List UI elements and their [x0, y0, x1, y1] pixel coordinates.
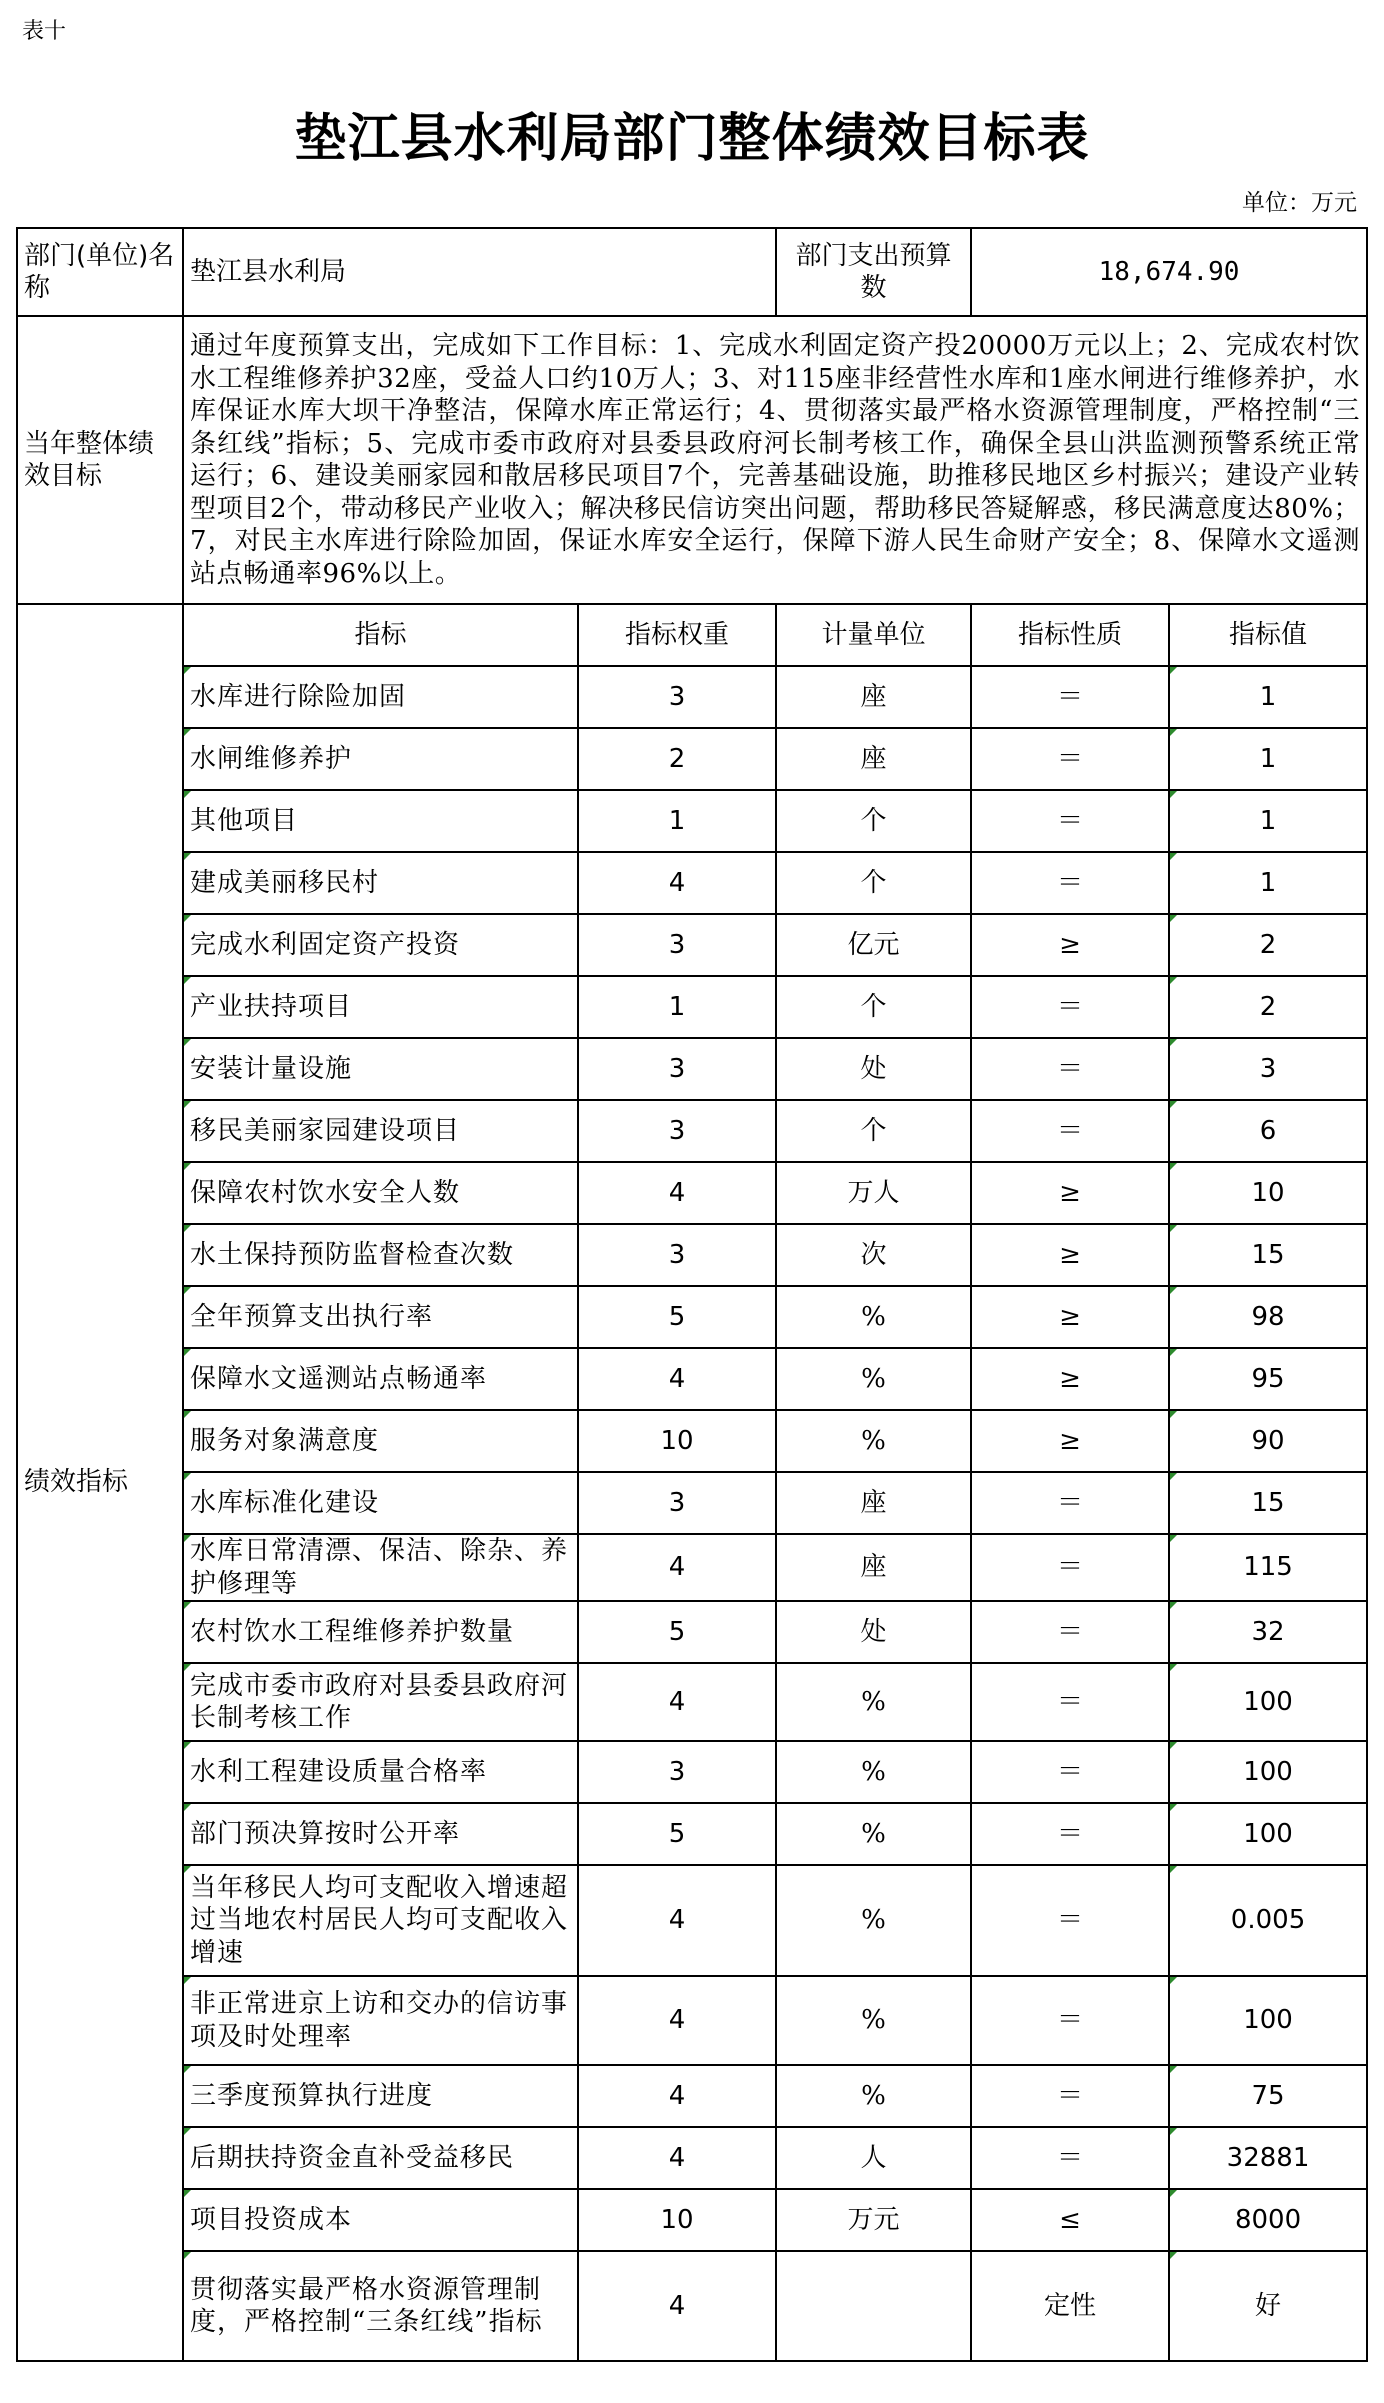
- indicator-name: 水利工程建设质量合格率: [183, 1741, 578, 1803]
- indicator-value: 3: [1169, 1038, 1367, 1100]
- indicator-weight: 5: [578, 1286, 776, 1348]
- indicator-row: [17, 914, 1367, 976]
- annual-goal-label: 当年整体绩效目标: [17, 316, 183, 604]
- indicator-value: 0.005: [1169, 1865, 1367, 1976]
- indicator-nature: ≥: [971, 914, 1169, 976]
- indicator-weight: 4: [578, 1534, 776, 1601]
- indicator-value: 2: [1169, 914, 1367, 976]
- indicator-weight: 4: [578, 2251, 776, 2361]
- indicator-nature: ＝: [971, 1741, 1169, 1803]
- indicator-row: [17, 1601, 1367, 1663]
- indicator-row: [17, 1472, 1367, 1534]
- header-unit: 计量单位: [776, 604, 971, 666]
- indicator-name: 水土保持预防监督检查次数: [183, 1224, 578, 1286]
- indicator-weight: 3: [578, 1224, 776, 1286]
- table-label: 表十: [22, 19, 67, 44]
- header-indicator: 指标: [183, 604, 578, 666]
- indicator-name: 农村饮水工程维修养护数量: [183, 1601, 578, 1663]
- indicator-name: 部门预决算按时公开率: [183, 1803, 578, 1865]
- indicator-value: 15: [1169, 1472, 1367, 1534]
- indicator-nature: ＝: [971, 1865, 1169, 1976]
- indicator-name: 水库日常清漂、保洁、除杂、养护修理等: [183, 1534, 578, 1601]
- indicator-unit: 处: [776, 1038, 971, 1100]
- indicator-nature: 定性: [971, 2251, 1169, 2361]
- indicator-value: 100: [1169, 1803, 1367, 1865]
- indicator-nature: ≤: [971, 2189, 1169, 2251]
- indicator-weight: 10: [578, 1410, 776, 1472]
- indicator-value: 6: [1169, 1100, 1367, 1162]
- indicator-unit: 亿元: [776, 914, 971, 976]
- indicator-weight: 4: [578, 1348, 776, 1410]
- indicator-nature: ＝: [971, 1100, 1169, 1162]
- indicator-name: 贯彻落实最严格水资源管理制度，严格控制“三条红线”指标: [183, 2251, 578, 2361]
- indicator-name: 服务对象满意度: [183, 1410, 578, 1472]
- indicator-row: [17, 2189, 1367, 2251]
- indicator-nature: ＝: [971, 1976, 1169, 2065]
- dept-name-value: 垫江县水利局: [183, 228, 776, 316]
- indicator-value: 1: [1169, 790, 1367, 852]
- indicator-weight: 4: [578, 1865, 776, 1976]
- indicator-unit: 万人: [776, 1162, 971, 1224]
- indicator-weight: 1: [578, 976, 776, 1038]
- indicator-weight: 1: [578, 790, 776, 852]
- budget-value: 18,674.90: [971, 228, 1367, 316]
- indicator-weight: 3: [578, 1100, 776, 1162]
- indicator-nature: ＝: [971, 2127, 1169, 2189]
- indicator-row: [17, 1038, 1367, 1100]
- indicator-unit: 万元: [776, 2189, 971, 2251]
- indicator-nature: ≥: [971, 1286, 1169, 1348]
- indicator-weight: 5: [578, 1803, 776, 1865]
- indicator-value: 100: [1169, 1741, 1367, 1803]
- indicator-nature: ＝: [971, 852, 1169, 914]
- indicator-weight: 4: [578, 2127, 776, 2189]
- indicator-row: [17, 1348, 1367, 1410]
- indicator-row: [17, 2127, 1367, 2189]
- indicator-value: 32881: [1169, 2127, 1367, 2189]
- annual-goal-text: 通过年度预算支出，完成如下工作目标：1、完成水利固定资产投20000万元以上；2、完成农村饮水工程维修养护32座，受益人口约10万人；3、对115座非经营性水库和1座水闸进行维修养护，水库保证水库大坝干净整洁，保障水库正常运行；4、贯彻落实最严格水资源管理制度，严格控制“三条红线”指标；5、完成市委市政府对县委县政府河长制考核工作，确保全县山洪监测预警系统正常运行；6、建设美丽家园和散居移民项目7个，完善基础设施，助推移民地区乡村振兴；建设产业转型项目2个，带动移民产业收入；解决移民信访突出问题，帮助移民答疑解惑，移民满意度达80%；7，对民主水库进行除险加固，保证水库安全运行，保障下游人民生命财产安全；8、保障水文遥测站点畅通率96%以上。: [183, 316, 1367, 604]
- indicator-value: 95: [1169, 1348, 1367, 1410]
- indicator-unit: %: [776, 1663, 971, 1741]
- indicator-nature: ＝: [971, 2065, 1169, 2127]
- indicator-nature: ＝: [971, 666, 1169, 728]
- indicator-row: [17, 1286, 1367, 1348]
- indicator-nature: ＝: [971, 1601, 1169, 1663]
- indicator-unit: 座: [776, 1534, 971, 1601]
- indicator-name: 全年预算支出执行率: [183, 1286, 578, 1348]
- indicator-value: 2: [1169, 976, 1367, 1038]
- indicator-name: 安装计量设施: [183, 1038, 578, 1100]
- indicator-weight: 3: [578, 1741, 776, 1803]
- indicator-name: 水闸维修养护: [183, 728, 578, 790]
- indicator-row: [17, 1162, 1367, 1224]
- indicator-nature: ≥: [971, 1410, 1169, 1472]
- indicator-name: 移民美丽家园建设项目: [183, 1100, 578, 1162]
- indicator-unit: 座: [776, 1472, 971, 1534]
- indicator-name: 水库标准化建设: [183, 1472, 578, 1534]
- indicator-unit: 座: [776, 666, 971, 728]
- indicator-name: 后期扶持资金直补受益移民: [183, 2127, 578, 2189]
- indicator-unit: %: [776, 1803, 971, 1865]
- indicator-row: [17, 1976, 1367, 2065]
- indicator-value: 98: [1169, 1286, 1367, 1348]
- indicator-name: 保障农村饮水安全人数: [183, 1162, 578, 1224]
- indicator-section-label: 绩效指标: [17, 604, 183, 2361]
- indicator-nature: ＝: [971, 790, 1169, 852]
- indicator-unit: %: [776, 1976, 971, 2065]
- indicator-row: [17, 852, 1367, 914]
- indicator-weight: 3: [578, 666, 776, 728]
- dept-row: [17, 228, 1367, 316]
- indicator-row: [17, 1224, 1367, 1286]
- dept-name-label: 部门(单位)名称: [17, 228, 183, 316]
- indicator-unit: %: [776, 1410, 971, 1472]
- indicator-unit: 个: [776, 790, 971, 852]
- page-title: 垫江县水利局部门整体绩效目标表: [294, 109, 1090, 169]
- indicator-weight: 4: [578, 1162, 776, 1224]
- indicator-weight: 2: [578, 728, 776, 790]
- indicator-value: 好: [1169, 2251, 1367, 2361]
- indicator-weight: 3: [578, 1038, 776, 1100]
- indicator-nature: ＝: [971, 1663, 1169, 1741]
- indicator-value: 8000: [1169, 2189, 1367, 2251]
- indicator-name: 三季度预算执行进度: [183, 2065, 578, 2127]
- indicator-value: 100: [1169, 1663, 1367, 1741]
- indicator-weight: 5: [578, 1601, 776, 1663]
- indicator-value: 15: [1169, 1224, 1367, 1286]
- indicator-unit: %: [776, 1741, 971, 1803]
- indicator-row: [17, 1663, 1367, 1741]
- indicator-unit: %: [776, 1286, 971, 1348]
- indicator-value: 1: [1169, 728, 1367, 790]
- indicator-weight: 3: [578, 914, 776, 976]
- indicator-row: [17, 1100, 1367, 1162]
- indicator-weight: 4: [578, 852, 776, 914]
- header-value: 指标值: [1169, 604, 1367, 666]
- unit-note: 单位：万元: [1242, 190, 1357, 216]
- indicator-name: 其他项目: [183, 790, 578, 852]
- indicator-unit: %: [776, 1865, 971, 1976]
- indicator-nature: ≥: [971, 1348, 1169, 1410]
- indicator-unit: 个: [776, 852, 971, 914]
- indicator-nature: ＝: [971, 1472, 1169, 1534]
- indicator-weight: 4: [578, 1663, 776, 1741]
- indicator-row: [17, 728, 1367, 790]
- indicator-unit: [776, 2251, 971, 2361]
- indicator-value: 10: [1169, 1162, 1367, 1224]
- indicator-unit: 个: [776, 976, 971, 1038]
- indicator-row: [17, 2251, 1367, 2361]
- performance-table: [16, 227, 1368, 2362]
- indicator-nature: ＝: [971, 1803, 1169, 1865]
- budget-label: 部门支出预算数: [776, 228, 971, 316]
- indicator-unit: %: [776, 2065, 971, 2127]
- indicator-row: [17, 666, 1367, 728]
- indicator-row: [17, 1741, 1367, 1803]
- indicator-name: 非正常进京上访和交办的信访事项及时处理率: [183, 1976, 578, 2065]
- indicator-name: 完成市委市政府对县委县政府河长制考核工作: [183, 1663, 578, 1741]
- indicator-value: 115: [1169, 1534, 1367, 1601]
- indicator-row: [17, 2065, 1367, 2127]
- indicator-value: 1: [1169, 666, 1367, 728]
- indicator-row: [17, 1865, 1367, 1976]
- indicator-nature: ＝: [971, 728, 1169, 790]
- indicator-nature: ＝: [971, 1038, 1169, 1100]
- indicator-name: 当年移民人均可支配收入增速超过当地农村居民人均可支配收入增速: [183, 1865, 578, 1976]
- header-weight: 指标权重: [578, 604, 776, 666]
- indicator-unit: 处: [776, 1601, 971, 1663]
- indicator-row: [17, 790, 1367, 852]
- indicator-value: 90: [1169, 1410, 1367, 1472]
- annual-goal-row: [17, 316, 1367, 604]
- indicator-name: 完成水利固定资产投资: [183, 914, 578, 976]
- indicator-nature: ≥: [971, 1224, 1169, 1286]
- indicator-unit: %: [776, 1348, 971, 1410]
- indicator-name: 水库进行除险加固: [183, 666, 578, 728]
- indicator-value: 1: [1169, 852, 1367, 914]
- indicator-nature: ≥: [971, 1162, 1169, 1224]
- indicator-unit: 人: [776, 2127, 971, 2189]
- indicator-nature: ＝: [971, 1534, 1169, 1601]
- indicator-weight: 4: [578, 1976, 776, 2065]
- indicator-header-row: [17, 604, 1367, 666]
- indicator-weight: 3: [578, 1472, 776, 1534]
- indicator-name: 产业扶持项目: [183, 976, 578, 1038]
- indicator-row: [17, 976, 1367, 1038]
- indicator-unit: 座: [776, 728, 971, 790]
- indicator-unit: 次: [776, 1224, 971, 1286]
- indicator-nature: ＝: [971, 976, 1169, 1038]
- indicator-value: 75: [1169, 2065, 1367, 2127]
- indicator-weight: 10: [578, 2189, 776, 2251]
- header-nature: 指标性质: [971, 604, 1169, 666]
- indicator-row: [17, 1534, 1367, 1601]
- indicator-row: [17, 1803, 1367, 1865]
- indicator-name: 建成美丽移民村: [183, 852, 578, 914]
- indicator-name: 项目投资成本: [183, 2189, 578, 2251]
- indicator-row: [17, 1410, 1367, 1472]
- indicator-value: 32: [1169, 1601, 1367, 1663]
- indicator-unit: 个: [776, 1100, 971, 1162]
- indicator-value: 100: [1169, 1976, 1367, 2065]
- indicator-name: 保障水文遥测站点畅通率: [183, 1348, 578, 1410]
- indicator-weight: 4: [578, 2065, 776, 2127]
